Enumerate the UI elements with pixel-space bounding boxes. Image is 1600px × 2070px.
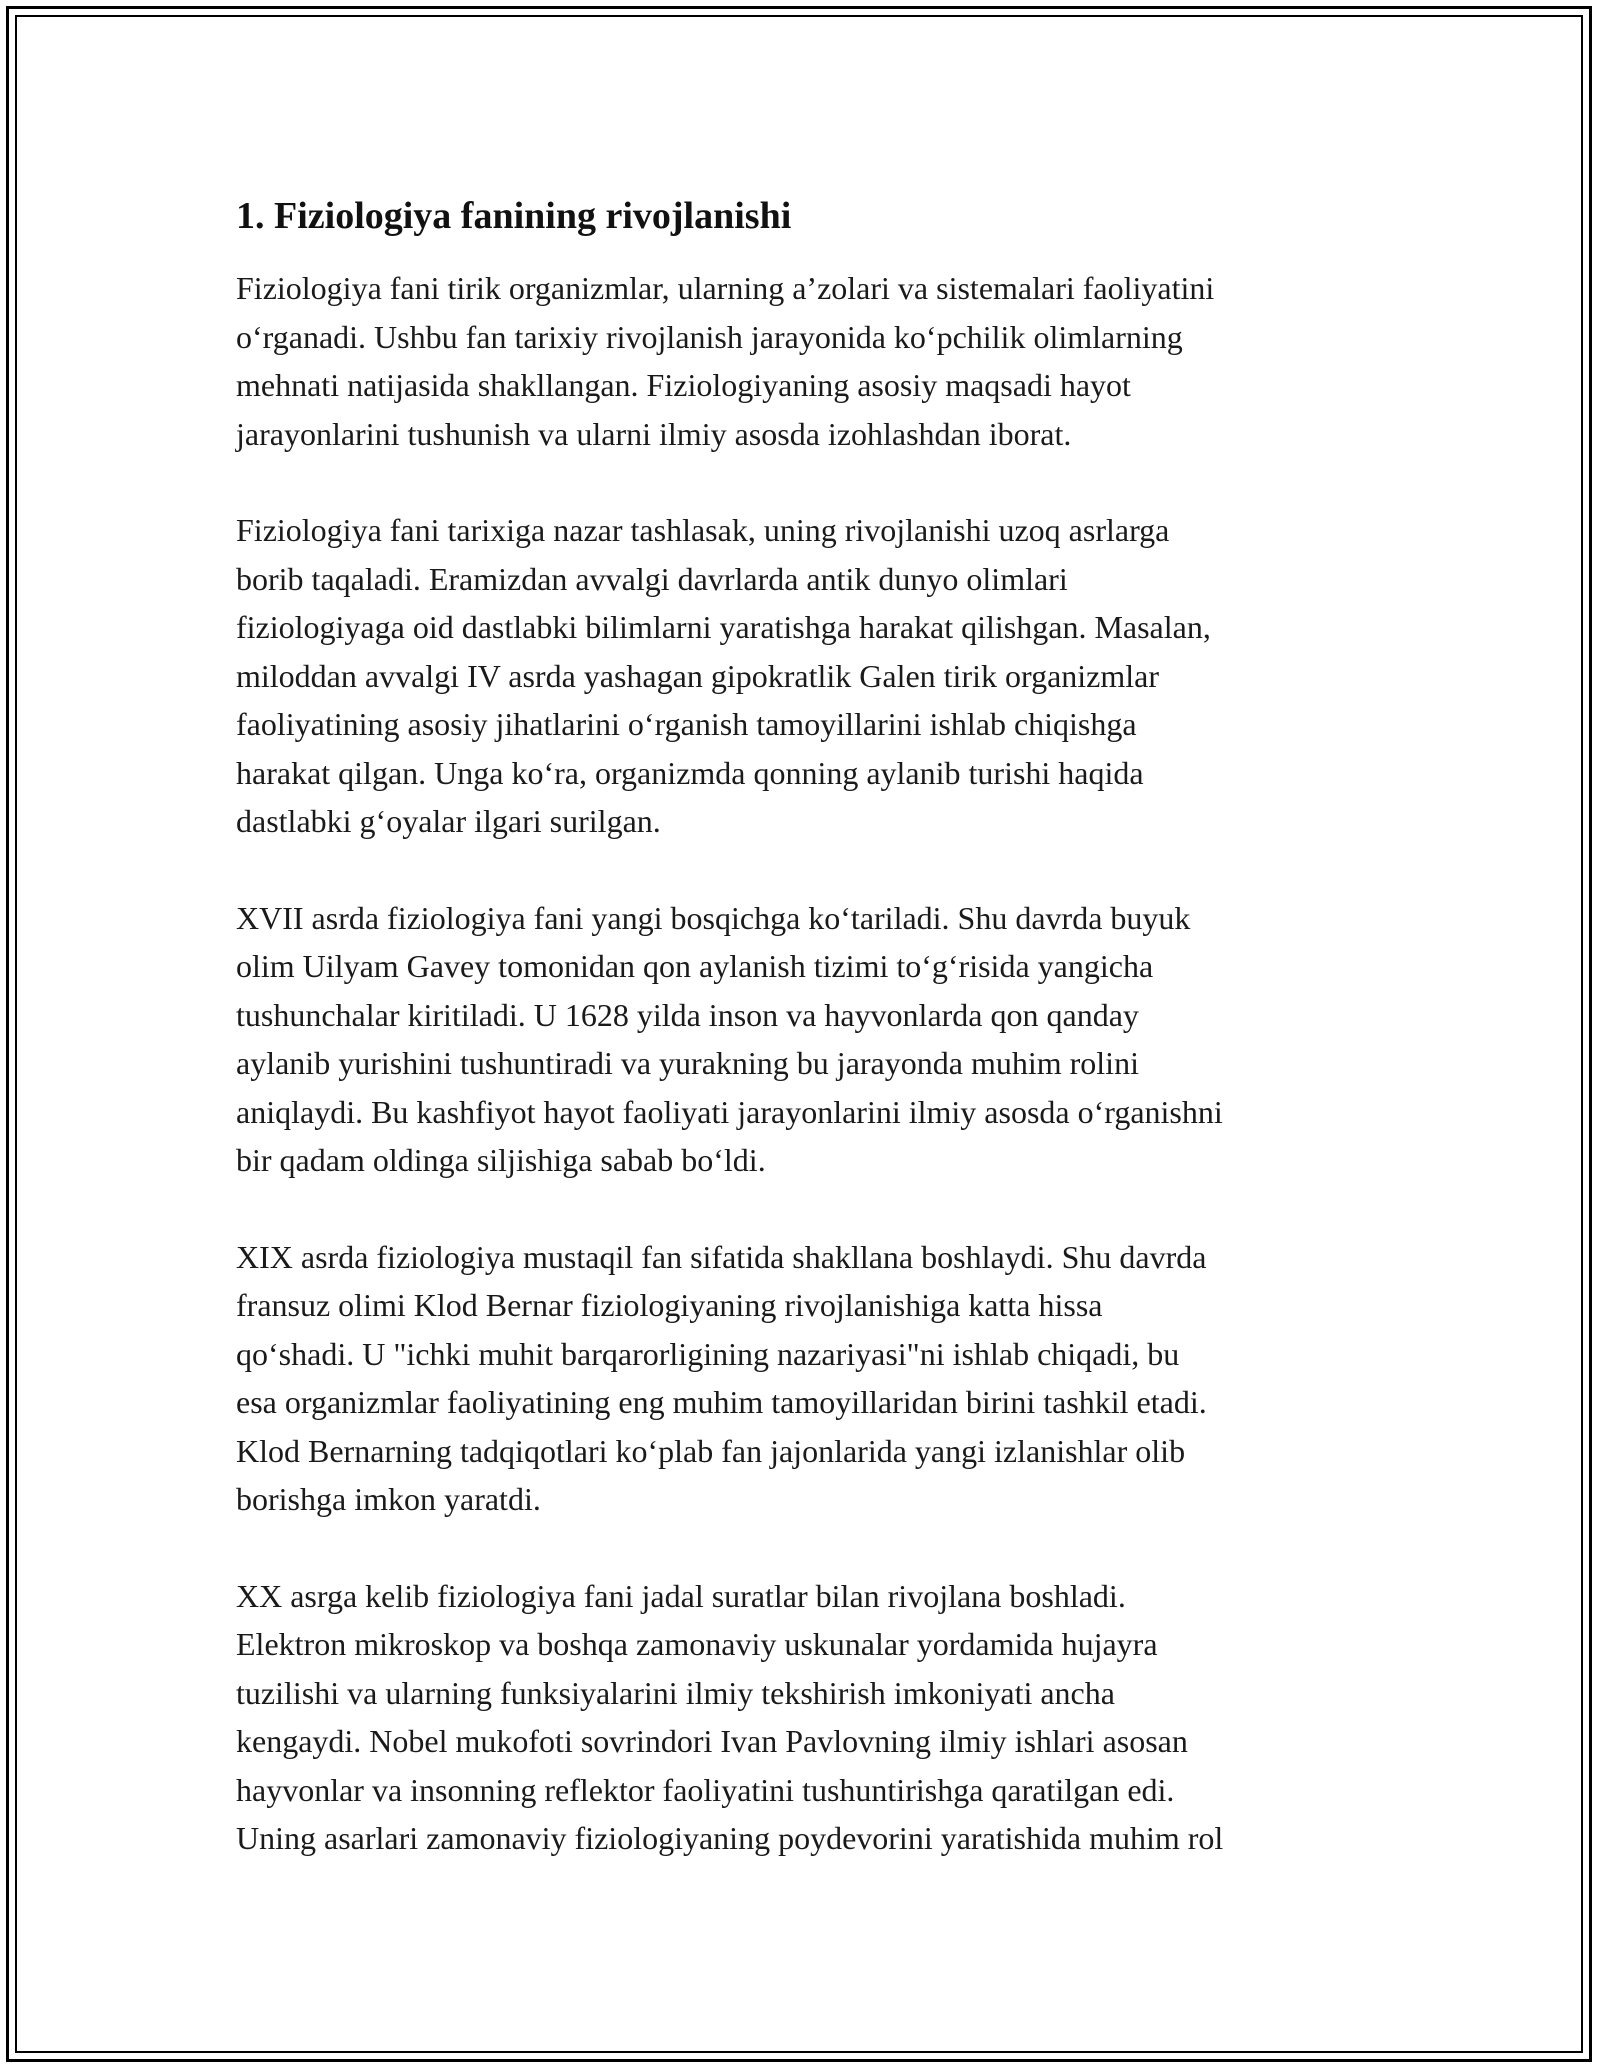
text-line: mehnati natijasida shakllangan. Fiziologiyaning asosiy maqsadi hayot: [236, 367, 1131, 403]
paragraph-2: [236, 506, 1376, 846]
text-line: fransuz olimi Klod Bernar fiziologiyaning rivojlanishiga katta hissa: [236, 1287, 1103, 1323]
text-line: Fiziologiya fani tarixiga nazar tashlasak, uning rivojlanishi uzoq asrlarga: [236, 512, 1170, 548]
text-line: Klod Bernarning tadqiqotlari ko‘plab fan jajonlarida yangi izlanishlar olib: [236, 1432, 1186, 1469]
text-line: borib taqaladi. Eramizdan avvalgi davrlarda antik dunyo olimlari: [236, 560, 1068, 597]
text-line: faoliyatining asosiy jihatlarini o‘rganish tamoyillarini ishlab chiqishga: [236, 706, 1137, 742]
section-heading: 1. Fiziologiya fanining rivojlanishi: [236, 195, 792, 237]
paragraph-5: [236, 1572, 1376, 1863]
text-line: esa organizmlar faoliyatining eng muhim tamoyillaridan birini tashkil etadi.: [236, 1384, 1207, 1420]
paragraph-3: [236, 894, 1376, 1185]
text-line: kengaydi. Nobel mukofoti sovrindori Ivan Pavlovning ilmiy ishlari asosan: [236, 1723, 1188, 1759]
text-line: qo‘shadi. U "ichki muhit barqarorligining nazariyasi"ni ishlab chiqadi, bu: [236, 1335, 1180, 1372]
text-line: aylanib yurishini tushuntiradi va yurakning bu jarayonda muhim rolini: [236, 1045, 1139, 1081]
text-line: fiziologiyaga oid dastlabki bilimlarni yaratishga harakat qilishgan. Masalan,: [236, 609, 1211, 645]
text-line: XVII asrda fiziologiya fani yangi bosqichga ko‘tariladi. Shu davrda buyuk: [236, 899, 1191, 936]
text-line: XIX asrda fiziologiya mustaqil fan sifatida shakllana boshlaydi. Shu davrda: [236, 1238, 1207, 1275]
text-line: Elektron mikroskop va boshqa zamonaviy uskunalar yordamida hujayra: [236, 1626, 1158, 1662]
text-line: XX asrga kelib fiziologiya fani jadal suratlar bilan rivojlana boshladi.: [236, 1577, 1126, 1614]
paragraph-4: [236, 1233, 1376, 1524]
text-line: Uning asarlari zamonaviy fiziologiyaning poydevorini yaratishida muhim rol: [236, 1820, 1224, 1856]
text-line: jarayonlarini tushunish va ularni ilmiy asosda izohlashdan iborat.: [236, 415, 1072, 452]
text-line: tushunchalar kiritiladi. U 1628 yilda inson va hayvonlarda qon qanday: [236, 996, 1139, 1033]
text-line: tuzilishi va ularning funksiyalarini ilmiy tekshirish imkoniyati ancha: [236, 1674, 1115, 1711]
text-line: o‘rganadi. Ushbu fan tarixiy rivojlanish jarayonida ko‘pchilik olimlarning: [236, 318, 1183, 355]
paragraph-1: [236, 264, 1376, 458]
text-line: aniqlaydi. Bu kashfiyot hayot faoliyati jarayonlarini ilmiy asosda o‘rganishni: [236, 1093, 1223, 1130]
text-line: harakat qilgan. Unga ko‘ra, organizmda qonning aylanib turishi haqida: [236, 754, 1144, 791]
text-line: olim Uilyam Gavey tomonidan qon aylanish tizimi to‘g‘risida yangicha: [236, 948, 1154, 984]
text-line: miloddan avvalgi IV asrda yashagan gipokratlik Galen tirik organizmlar: [236, 657, 1159, 694]
text-line: hayvonlar va insonning reflektor faoliyatini tushuntirishga qaratilgan edi.: [236, 1771, 1175, 1808]
text-line: borishga imkon yaratdi.: [236, 1481, 541, 1517]
text-line: dastlabki g‘oyalar ilgari surilgan.: [236, 803, 661, 839]
text-line: Fiziologiya fani tirik organizmlar, ularning a’zolari va sistemalari faoliyatini: [236, 270, 1215, 306]
document-body: [236, 186, 1376, 1911]
text-line: bir qadam oldinga siljishiga sabab bo‘ldi.: [236, 1142, 766, 1178]
